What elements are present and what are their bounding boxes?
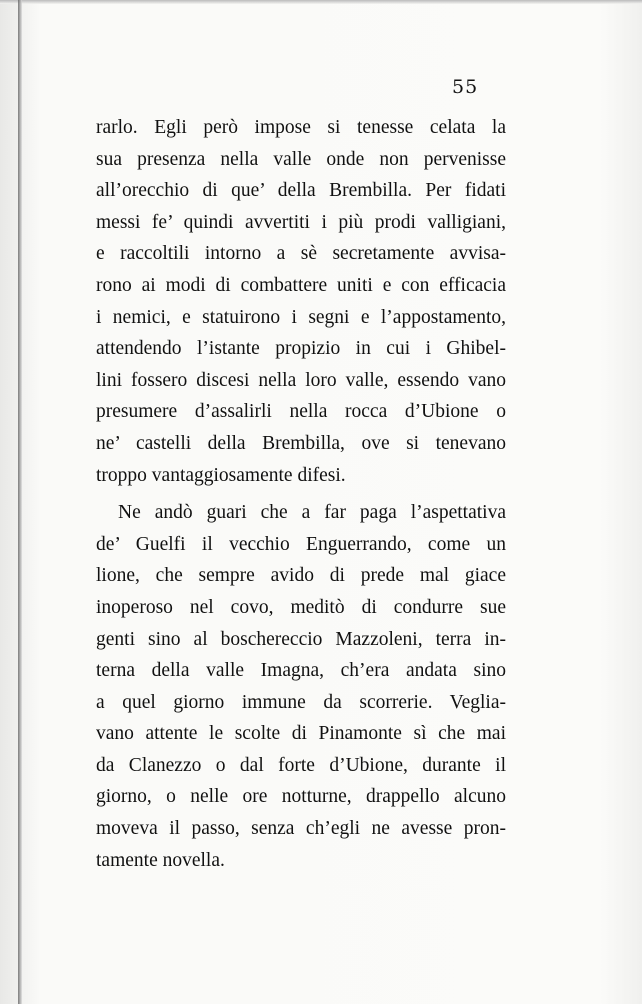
text-line: vano attente le scolte di Pinamonte sì che mai: [96, 723, 506, 745]
text-line: all’orecchio di que’ della Brembilla. Per fidati: [96, 180, 506, 202]
page-top-edge: [0, 0, 642, 4]
text-line: rono ai modi di combattere uniti e con efficacia: [96, 274, 506, 296]
text-line: lini fossero discesi nella loro valle, essendo vano: [96, 369, 506, 391]
text-line: giorno, o nelle ore notturne, drappello alcuno: [96, 786, 506, 808]
text-line: rarlo. Egli però impose si tenesse celata la: [96, 117, 506, 138]
text-line: ne’ castelli della Brembilla, ove si tenevano: [96, 432, 506, 454]
text-line: de’ Guelfi il vecchio Enguerrando, come un: [96, 533, 506, 555]
text-line: attendendo l’istante propizio in cui i Ghibel-: [96, 338, 506, 360]
text-line: tamente novella.: [96, 849, 225, 871]
text-line: terna della valle Imagna, ch’era andata sino: [96, 660, 506, 682]
text-line: e raccoltili intorno a sè secretamente avvisa-: [96, 243, 506, 265]
text-line: moveva il passo, senza ch’egli ne avesse pron-: [96, 818, 506, 840]
text-line: da Clanezzo o dal forte d’Ubione, durante il: [96, 754, 506, 776]
text-line: inoperoso nel covo, meditò di condurre sue: [96, 596, 506, 618]
text-line: Ne andò guari che a far paga l’aspettativa: [118, 502, 506, 524]
text-line: a quel giorno immune da scorrerie. Veglia-: [96, 691, 506, 713]
text-line: sua presenza nella valle onde non pervenisse: [96, 148, 506, 170]
text-line: i nemici, e statuirono i segni e l’appostamento,: [96, 306, 506, 328]
text-line: messi fe’ quindi avvertiti i più prodi valligiani,: [96, 211, 506, 233]
text-line: troppo vantaggiosamente difesi.: [96, 464, 346, 486]
text-line: presumere d’assalirli nella rocca d’Ubione o: [96, 401, 506, 423]
page-binding-edge: [18, 0, 22, 1004]
body-text: [96, 112, 506, 876]
text-line: genti sino al boschereccio Mazzoleni, terra in-: [96, 628, 506, 650]
text-line: lione, che sempre avido di prede mal giace: [96, 565, 506, 587]
page-number: 55: [452, 76, 479, 98]
